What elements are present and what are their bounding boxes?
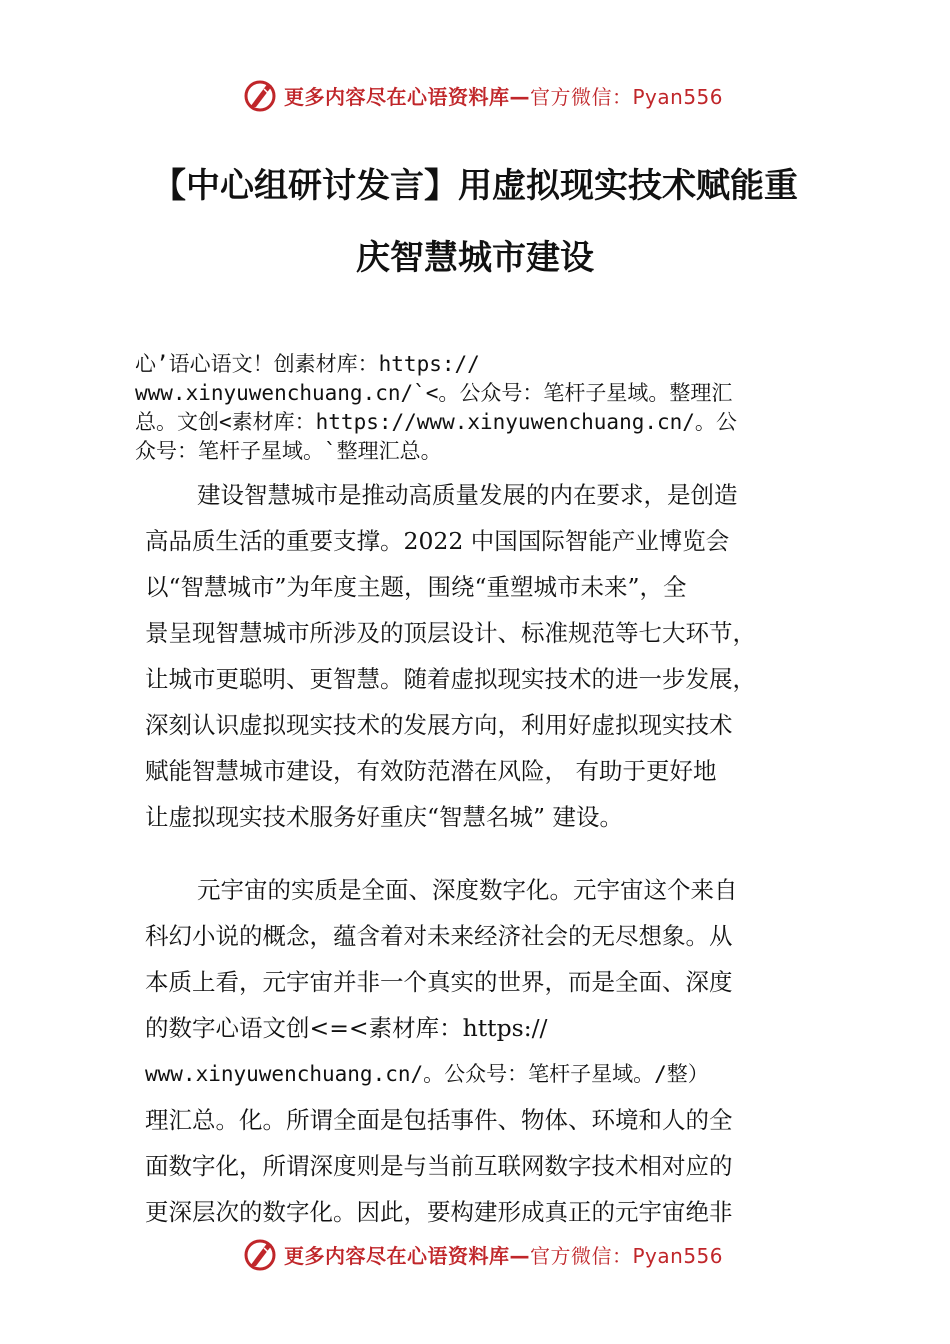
paragraph-line: 理汇总。化。所谓全面是包括事件、物体、环境和人的全	[145, 1106, 733, 1134]
paragraph-line: 以“智慧城市”为年度主题，围绕“重塑城市未来”，全	[145, 573, 687, 601]
paragraph-line: 更深层次的数字化。因此，要构建形成真正的元宇宙绝非	[145, 1198, 733, 1226]
paragraph-line: 建设智慧城市是推动高质量发展的内在要求，是创造	[197, 481, 738, 509]
paragraph-line: 深刻认识虚拟现实技术的发展方向，利用好虚拟现实技术	[145, 711, 733, 739]
banner-site-text: 更多内容尽在心语资料库—	[284, 84, 530, 109]
banner-site-text: 更多内容尽在心语资料库—	[284, 1243, 530, 1268]
paragraph-line: 本质上看，元宇宙并非一个真实的世界，而是全面、深度	[145, 968, 733, 996]
page-title-line-1: 【中心组研讨发言】用虚拟现实技术赋能重	[152, 166, 798, 206]
paragraph-line: 景呈现智慧城市所涉及的顶层设计、标准规范等七大环节，	[145, 619, 756, 647]
banner-text	[284, 81, 723, 110]
source-note-line: 总。文创<素材库：https://www.xinyuwenchuang.cn/。公	[135, 410, 737, 434]
banner-wechat-text: 官方微信：Pyan556	[530, 1243, 724, 1268]
quill-logo-icon	[242, 77, 278, 113]
paragraph-line: 赋能智慧城市建设，有效防范潜在风险， 有助于更好地	[145, 757, 717, 785]
paragraph-line: 高品质生活的重要支撑。2022 中国国际智能产业博览会	[145, 527, 730, 555]
source-note-line: 众号：笔杆子星域。`整理汇总。	[135, 439, 442, 463]
paragraph-line: www.xinyuwenchuang.cn/。公众号：笔杆子星域。/整）	[145, 1062, 709, 1086]
paragraph-line: 让城市更聪明、更智慧。随着虚拟现实技术的进一步发展，	[145, 665, 756, 693]
paragraph-line: 面数字化，所谓深度则是与当前互联网数字技术相对应的	[145, 1152, 733, 1180]
source-note	[135, 350, 855, 466]
page-title-line-2: 庆智慧城市建设	[356, 238, 594, 278]
paragraph-line: 元宇宙的实质是全面、深度数字化。元宇宙这个来自	[197, 876, 738, 904]
header-banner	[242, 75, 723, 115]
source-note-line: 心’语心语文！创素材库：https://	[135, 352, 480, 376]
body-paragraph-2	[145, 867, 845, 1235]
banner-wechat-text: 官方微信：Pyan556	[530, 84, 724, 109]
banner-text	[284, 1240, 723, 1269]
paragraph-line: 的数字心语文创<=<素材库：https://	[145, 1014, 548, 1042]
paragraph-line: 科幻小说的概念，蕴含着对未来经济社会的无尽想象。从	[145, 922, 733, 950]
body-paragraph-1	[145, 472, 845, 840]
quill-logo-icon	[242, 1236, 278, 1272]
source-note-line: www.xinyuwenchuang.cn/`<。公众号：笔杆子星域。整理汇	[135, 381, 733, 405]
footer-banner	[242, 1234, 723, 1274]
paragraph-line: 让虚拟现实技术服务好重庆“智慧名城” 建设。	[145, 803, 623, 831]
